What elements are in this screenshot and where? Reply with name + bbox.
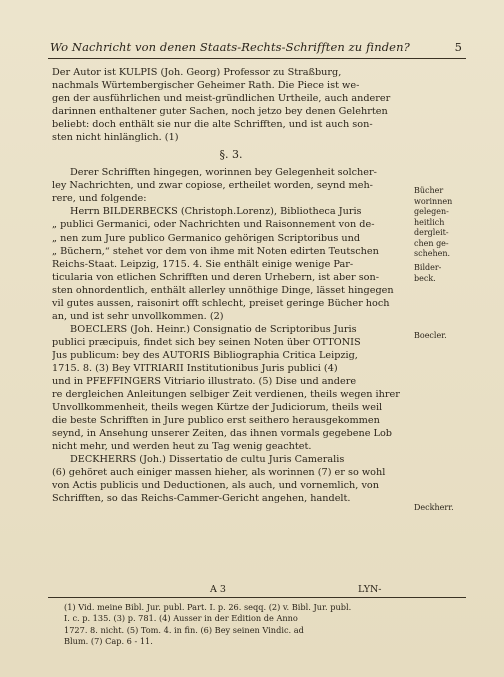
text-line: BOECLERS (Joh. Heinr.) Consignatio de Scriptoribus Juris: [70, 323, 357, 335]
footnote-rule: [48, 597, 466, 598]
text-line: seynd, in Ansehung unserer Zeiten, das ihnen vormals gegebene Lob: [52, 428, 392, 440]
text-line: rere, und folgende:: [52, 193, 147, 205]
footnote-line: (1) Vid. meine Bibl. Jur. publ. Part. I. p. 26. seqq. (2) v. Bibl. Jur. publ.: [64, 602, 352, 612]
text-line: 1715. 8. (3) Bey VITRIARII Institutionibus Juris publici (4): [52, 362, 338, 374]
text-line: an, und ist sehr unvollkommen. (2): [52, 310, 224, 322]
text-line: Jus publicum: bey des AUTORIS Bibliographia Critica Leipzig,: [52, 349, 358, 361]
section-heading: §. 3.: [219, 148, 243, 162]
margin-note: [414, 263, 472, 284]
text-line: von Actis publicis und Deductionen, als auch, und vornemlich, von: [52, 480, 380, 492]
margin-note: [414, 186, 472, 260]
signature-mark: A 3: [210, 584, 226, 595]
text-line: sten nicht hinlänglich. (1): [52, 132, 179, 144]
margin-note: [414, 331, 472, 342]
text-line: „ Büchern,“ stehet vor dem von ihme mit Noten edirten Teutschen: [52, 245, 379, 257]
running-header: [50, 40, 462, 54]
text-line: nicht mehr, und werden heut zu Tag wenig geachtet.: [52, 441, 312, 453]
text-line: ticularia von etlichen Schrifften und deren Urhebern, ist aber son-: [52, 271, 380, 283]
text-line: Reichs-Staat. Leipzig, 1715. 4. Sie enthält einige wenige Par-: [52, 258, 354, 270]
margin-note: [414, 503, 472, 514]
margin-note-line: gelegen-: [414, 207, 449, 216]
text-line: ley Nachrichten, und zwar copiose, ertheilet worden, seynd meh-: [52, 180, 373, 192]
page-number: 5: [454, 40, 462, 54]
header-rule: [48, 58, 466, 59]
text-line: „ publici Germanici, oder Nachrichten und Raisonnement von de-: [52, 219, 375, 231]
margin-note-line: dergleit-: [414, 228, 449, 237]
margin-note-line: Boecler.: [414, 331, 447, 340]
margin-note-line: chen ge-: [414, 238, 449, 248]
text-line: publici præcipuis, findet sich bey seinen Noten über OTTONIS: [52, 336, 361, 348]
text-line: „ nen zum Jure publico Germanico gehörigen Scriptoribus und: [52, 232, 361, 244]
text-line: DECKHERRS (Joh.) Dissertatio de cultu Juris Cameralis: [70, 454, 345, 466]
footnote-line: 1727. 8. nicht. (5) Tom. 4. in fin. (6) Bey seinen Vindic. ad: [64, 624, 304, 635]
text-line: Derer Schrifften hingegen, worinnen bey Gelegenheit solcher-: [70, 167, 377, 179]
text-line: re dergleichen Anleitungen selbiger Zeit verdienen, theils wegen ihrer: [52, 389, 400, 401]
catchword: LYN-: [358, 584, 382, 595]
margin-note-line: schehen.: [414, 249, 451, 258]
text-line: und in PFEFFINGERS Vitriario illustrato. (5) Dise und andere: [52, 376, 357, 388]
margin-note-line: heitlich: [414, 217, 445, 227]
text-line: die beste Schrifften in Jure publico erst seithero herausgekommen: [52, 415, 380, 427]
running-title: Wo Nachricht von denen Staats-Rechts-Schrifften zu finden?: [50, 40, 410, 54]
text-line: sten ohnordentlich, enthält allerley unnöthige Dinge, lässet hingegen: [52, 284, 394, 296]
text-line: Der Autor ist KULPIS (Joh. Georg) Professor zu Straßburg,: [52, 67, 342, 78]
margin-note-line: Deckherr.: [414, 503, 454, 512]
margin-note-line: Bilder-: [414, 263, 442, 272]
footnotes: [64, 602, 464, 648]
text-line: (6) gehöret auch einiger massen hieher, als worinnen (7) er so wohl: [52, 467, 386, 479]
text-line: Schrifften, so das Reichs-Cammer-Gericht angehen, handelt.: [52, 493, 351, 505]
text-line: beliebt: doch enthält sie nur die alte Schrifften, und ist auch son-: [52, 119, 373, 131]
text-line: nachmals Würtembergischer Geheimer Rath. Die Piece ist we-: [52, 80, 360, 92]
text-line: darinnen enthaltener guter Sachen, noch jetzo bey denen Gelehrten: [52, 106, 388, 118]
footnote-line: I. c. p. 135. (3) p. 781. (4) Ausser in der Edition de Anno: [64, 613, 298, 624]
main-text: [52, 66, 410, 506]
text-line: Herrn BILDERBECKS (Christoph.Lorenz), Bibliotheca Juris: [70, 206, 362, 218]
footnote-line: Blum. (7) Cap. 6 - 11.: [64, 636, 153, 647]
text-line: Unvollkommenheit, theils wegen Kürtze der Judiciorum, theils weil: [52, 402, 383, 414]
margin-note-line: worinnen: [414, 196, 453, 206]
text-line: vil gutes aussen, raisonirt offt schlecht, preiset geringe Bücher hoch: [52, 297, 390, 309]
text-line: gen der ausführlichen und meist-gründlichen Urtheile, auch anderer: [52, 93, 391, 105]
margin-note-line: beck.: [414, 273, 436, 283]
margin-note-line: Bücher: [414, 186, 444, 195]
